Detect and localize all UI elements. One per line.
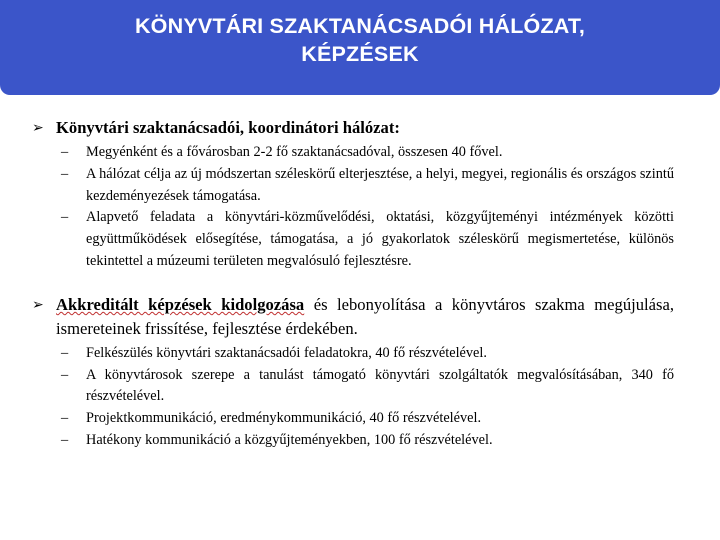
bullet-list — [32, 343, 674, 452]
list-item — [32, 343, 674, 365]
section-network — [32, 116, 674, 273]
dash-bullet-icon: – — [61, 344, 69, 361]
list-item — [32, 430, 674, 452]
arrow-bullet-icon: ➢ — [32, 296, 44, 313]
section-heading-text: Könyvtári szaktanácsadói, koordinátori hálózat: — [56, 118, 400, 137]
slide-title-line-2: KÉPZÉSEK — [301, 42, 419, 66]
list-item-text: A hálózat célja az új módszertan széleskörű elterjesztése, a helyi, megyei, regionális és országos szintű kezdeményezések támogatása. — [86, 165, 674, 204]
dash-bullet-icon: – — [61, 431, 69, 448]
list-item-text: Hatékony kommunikáció a közgyűjteményekben, 100 fő részvételével. — [86, 431, 493, 448]
section-heading-bold-text: Akkreditált képzések kidolgozása — [56, 294, 305, 314]
section-heading — [32, 293, 674, 341]
list-item — [32, 408, 674, 430]
list-item-text: Megyénként és a fővárosban 2-2 fő szaktanácsadóval, összesen 40 fővel. — [86, 144, 503, 160]
dash-bullet-icon: – — [61, 165, 69, 182]
list-item — [32, 164, 674, 208]
list-item-text: A könyvtárosok szerepe a tanulást támogató könyvtári szolgáltatók megvalósításában, 340 fő részvételével. — [86, 366, 674, 405]
dash-bullet-icon: – — [61, 410, 69, 427]
section-trainings — [32, 293, 674, 452]
section-heading-text: és lebonyolítása a könyvtáros szakma megújulása, ismereteinek frissítése, fejlesztése érdekében. — [56, 294, 674, 338]
slide-body — [32, 116, 674, 452]
arrow-bullet-icon: ➢ — [32, 120, 44, 136]
list-item-text: Felkészülés könyvtári szaktanácsadói feladatokra, 40 fő részvételével. — [86, 344, 487, 361]
dash-bullet-icon: – — [61, 209, 69, 226]
list-item — [32, 142, 674, 164]
slide-title-line-1: KÖNYVTÁRI SZAKTANÁCSADÓI HÁLÓZAT, — [134, 14, 586, 38]
slide-title — [0, 12, 720, 68]
title-banner — [0, 0, 720, 95]
bullet-list — [32, 142, 674, 273]
list-item — [32, 207, 674, 272]
list-item — [32, 365, 674, 409]
list-item-text: Alapvető feladata a könyvtári-közművelődési, oktatási, közgyűjteményi intézmények közötti együttműködések elősegítése, támogatása, a jó gyakorlatok széleskörű megismertetése, különös tekintettel a múzeumi területen megvalósuló fejlesztésre. — [86, 209, 674, 269]
section-heading — [32, 116, 674, 140]
dash-bullet-icon: – — [61, 144, 69, 160]
dash-bullet-icon: – — [61, 366, 69, 383]
list-item-text: Projektkommunikáció, eredménykommunikáció, 40 fő részvételével. — [86, 410, 482, 427]
